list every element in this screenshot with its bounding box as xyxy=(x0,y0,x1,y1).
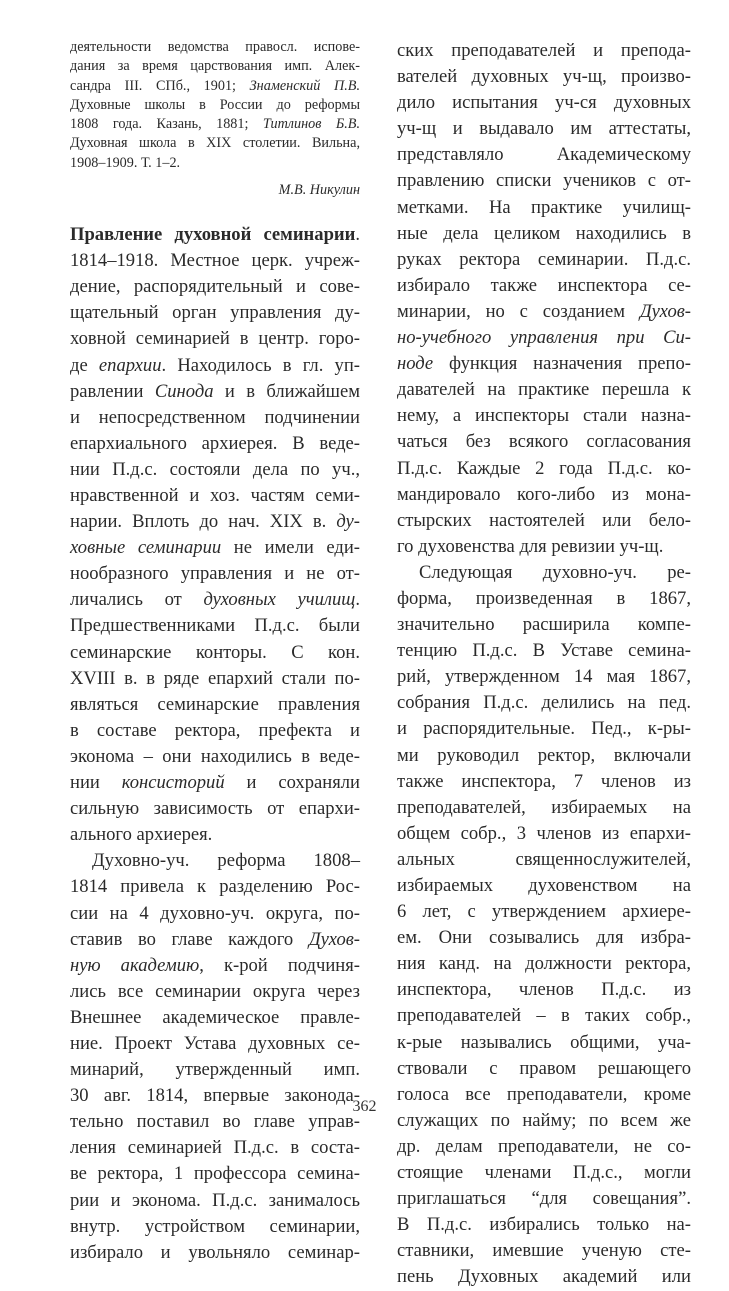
text-line: В П.д.с. избирались только на- xyxy=(397,1214,691,1236)
text-line: 1808 года. Казань, 1881; Титлинов Б.В. xyxy=(70,116,360,133)
text-line: ховной семинарией в центр. горо- xyxy=(70,328,360,350)
text-line: сии на 4 духовно-уч. округа, по- xyxy=(70,902,360,924)
text-line: ления семинарией П.д.с. в соста- xyxy=(70,1137,360,1159)
text-line: собрания П.д.с. делились на пед. xyxy=(397,692,691,714)
text-line: рий, утвержденном 14 мая 1867, xyxy=(397,666,691,688)
left-column xyxy=(70,38,360,1266)
text-line: рии и эконома. П.д.с. занималось xyxy=(70,1189,360,1211)
text-line: го духовенства для ревизии уч-щ. xyxy=(397,535,664,557)
text-line: избирало также инспектора се- xyxy=(397,274,691,296)
text-line: форма, произведенная в 1867, xyxy=(397,587,691,609)
text-line: ального архиерея. xyxy=(70,824,213,846)
text-line: ные дела целиком находились в xyxy=(397,222,691,244)
text-line: деятельности ведомства правосл. испове- xyxy=(70,39,360,55)
italic-term: ноде xyxy=(397,353,434,375)
text-line: внутр. устройством семинарии, xyxy=(70,1215,360,1237)
italic-term: Синода xyxy=(154,380,214,402)
text-line: чаться без всякого согласования xyxy=(397,431,691,453)
italic-term: ховные семинарии xyxy=(70,537,222,559)
text-line: нии консисторий и сохраняли xyxy=(70,772,360,794)
text-line: и распорядительные. Пед., к-ры- xyxy=(397,718,691,740)
text-line: ве ректора, 1 профессора семина- xyxy=(70,1163,360,1185)
text-line: ствовали с правом решающего xyxy=(397,1057,691,1079)
italic-term: ду- xyxy=(336,511,360,533)
text-line: 6 лет, с утверждением архиере- xyxy=(397,901,691,923)
text-line: лись все семинарии округа через xyxy=(70,980,360,1002)
text-line: вателей духовных уч-щ, произво- xyxy=(397,66,691,88)
text-line: минарии, но с созданием Духов- xyxy=(397,300,691,322)
text-line: Предшественниками П.д.с. были xyxy=(70,615,360,637)
text-line: приглашаться “для совещания”. xyxy=(397,1188,691,1210)
text-line: ем. Они созывались для избра- xyxy=(397,927,691,949)
text-line: дение, распорядительный и сове- xyxy=(70,276,360,298)
italic-term: Знаменский П.В. xyxy=(249,77,360,94)
text-line: сандра III. СПб., 1901; Знаменский П.В. xyxy=(70,77,360,94)
text-line: дило испытания уч-ся духовных xyxy=(397,92,691,114)
text-line: Духовная школа в XIX столетии. Вильна, xyxy=(70,135,360,152)
text-line: 1814 привела к разделению Рос- xyxy=(70,876,360,898)
text-line: ноде функция назначения препо- xyxy=(397,353,691,375)
text-line: голоса все преподаватели, кроме xyxy=(397,1083,691,1105)
text-line: ставники, имевшие ученую сте- xyxy=(397,1240,691,1262)
text-line: епархиального архиерея. В веде- xyxy=(70,432,360,454)
text-line: преподавателей – в таких собр., xyxy=(397,1005,691,1027)
text-line: тенцию П.д.с. В Уставе семина- xyxy=(397,640,691,662)
text-line: стоящие членами П.д.с., могли xyxy=(397,1162,691,1184)
text-line: Правление духовной семинарии. xyxy=(70,224,360,246)
text-line: дания за время царствования имп. Алек- xyxy=(70,58,360,75)
text-line: значительно расширила компе- xyxy=(397,614,691,636)
text-line: преподавателей, избираемых на xyxy=(397,796,691,818)
text-line: др. делам преподаватели, не со- xyxy=(397,1135,691,1157)
italic-term: Духов- xyxy=(639,300,691,322)
italic-term: Духов- xyxy=(308,928,360,950)
bibliography xyxy=(70,38,360,173)
text-line: тельно поставил во главе управ- xyxy=(70,1111,360,1133)
italic-term: епархии xyxy=(98,354,162,376)
text-line: являться семинарские правления xyxy=(70,693,360,715)
page-number: 362 xyxy=(352,1098,377,1115)
text-line: равлении Синода и в ближайшем xyxy=(70,380,360,402)
italic-term: консисторий xyxy=(121,772,225,794)
text-line: де епархии. Находилось в гл. уп- xyxy=(70,354,360,376)
text-line: ную академию, к-рой подчиня- xyxy=(70,954,360,976)
text-line: ховные семинарии не имели еди- xyxy=(70,537,360,559)
text-line: альных священнослужителей, xyxy=(397,848,691,870)
text-line: общем собр., 3 членов из епархи- xyxy=(397,822,691,844)
text-line: руках ректора семинарии. П.д.с. xyxy=(397,248,691,270)
text-line: нии П.д.с. состояли дела по уч., xyxy=(70,458,360,480)
text-line: правлению списки учеников с от- xyxy=(397,170,691,192)
text-line: Духовные школы в России до реформы xyxy=(70,96,360,113)
text-line: и непосредственном подчинении xyxy=(70,406,360,428)
text-line: уч-щ и выдавало им аттестаты, xyxy=(397,118,691,140)
text-line: ние. Проект Устава духовных се- xyxy=(70,1032,360,1054)
text-line: Следующая духовно-уч. ре- xyxy=(419,561,691,583)
text-line: ми руководил ректор, включали xyxy=(397,744,691,766)
text-line: нему, а инспекторы стали назна- xyxy=(397,405,691,427)
text-line: XVIII в. в ряде епархий стали по- xyxy=(70,667,360,689)
text-line: личались от духовных училищ. xyxy=(70,589,360,611)
text-line: к-рые назывались общими, уча- xyxy=(397,1031,691,1053)
text-line: сильную зависимость от епархи- xyxy=(70,798,360,820)
text-line: давателей на практике перешла к xyxy=(397,379,691,401)
text-line: служащих по найму; по всем же xyxy=(397,1109,691,1131)
text-line: П.д.с. Каждые 2 года П.д.с. ко- xyxy=(397,457,691,479)
text-line: 1908–1909. Т. 1–2. xyxy=(70,154,181,171)
article-title: Правление духовной семинарии xyxy=(70,224,356,246)
text-line: нообразного управления и не от- xyxy=(70,563,360,585)
text-line: пень Духовных академий или xyxy=(397,1266,691,1288)
text-line xyxy=(397,325,691,351)
text-line: также инспектора, 7 членов из xyxy=(397,770,691,792)
text-line: минарий, утвержденный имп. xyxy=(70,1059,360,1081)
text-line: стырских настоятелей или бело- xyxy=(397,509,691,531)
text-line: избирало и увольняло семинар- xyxy=(70,1241,360,1263)
text-line: нравственной и хоз. частям семи- xyxy=(70,485,360,507)
text-line: ских преподавателей и препода- xyxy=(397,40,691,61)
text-line: метками. На практике училищ- xyxy=(397,196,691,218)
text-line: инспектора, членов П.д.с. из xyxy=(397,979,691,1001)
text-line: 1814–1918. Местное церк. учреж- xyxy=(70,250,360,272)
italic-term: но-учебного управления при Си- xyxy=(397,327,691,349)
text-line: 30 авг. 1814, впервые законода- xyxy=(70,1085,360,1107)
text-line: в составе ректора, префекта и xyxy=(70,719,360,741)
text-line: Внешнее академическое правле- xyxy=(70,1006,360,1028)
text-line: представляло Академическому xyxy=(397,144,691,166)
text-line: щательный орган управления ду- xyxy=(70,302,360,324)
italic-term: ную академию xyxy=(70,954,200,976)
text-line: ставив во главе каждого Духов- xyxy=(70,928,360,950)
text-line: избираемых духовенством на xyxy=(397,875,691,896)
spacer xyxy=(70,200,360,222)
text-line: Духовно-уч. реформа 1808– xyxy=(92,850,360,872)
italic-term: Титлинов Б.В. xyxy=(262,116,360,133)
text-line: мандировало кого-либо из мона- xyxy=(397,483,691,505)
text-line: эконома – они находились в веде- xyxy=(70,745,360,767)
italic-term: духовных училищ xyxy=(203,589,356,611)
article-author: М.В. Никулин xyxy=(278,182,360,199)
text-line: семинарские конторы. С кон. xyxy=(70,641,360,663)
text-line: нарии. Вплоть до нач. XIX в. ду- xyxy=(70,511,360,533)
text-line: ния канд. на должности ректора, xyxy=(397,953,691,975)
